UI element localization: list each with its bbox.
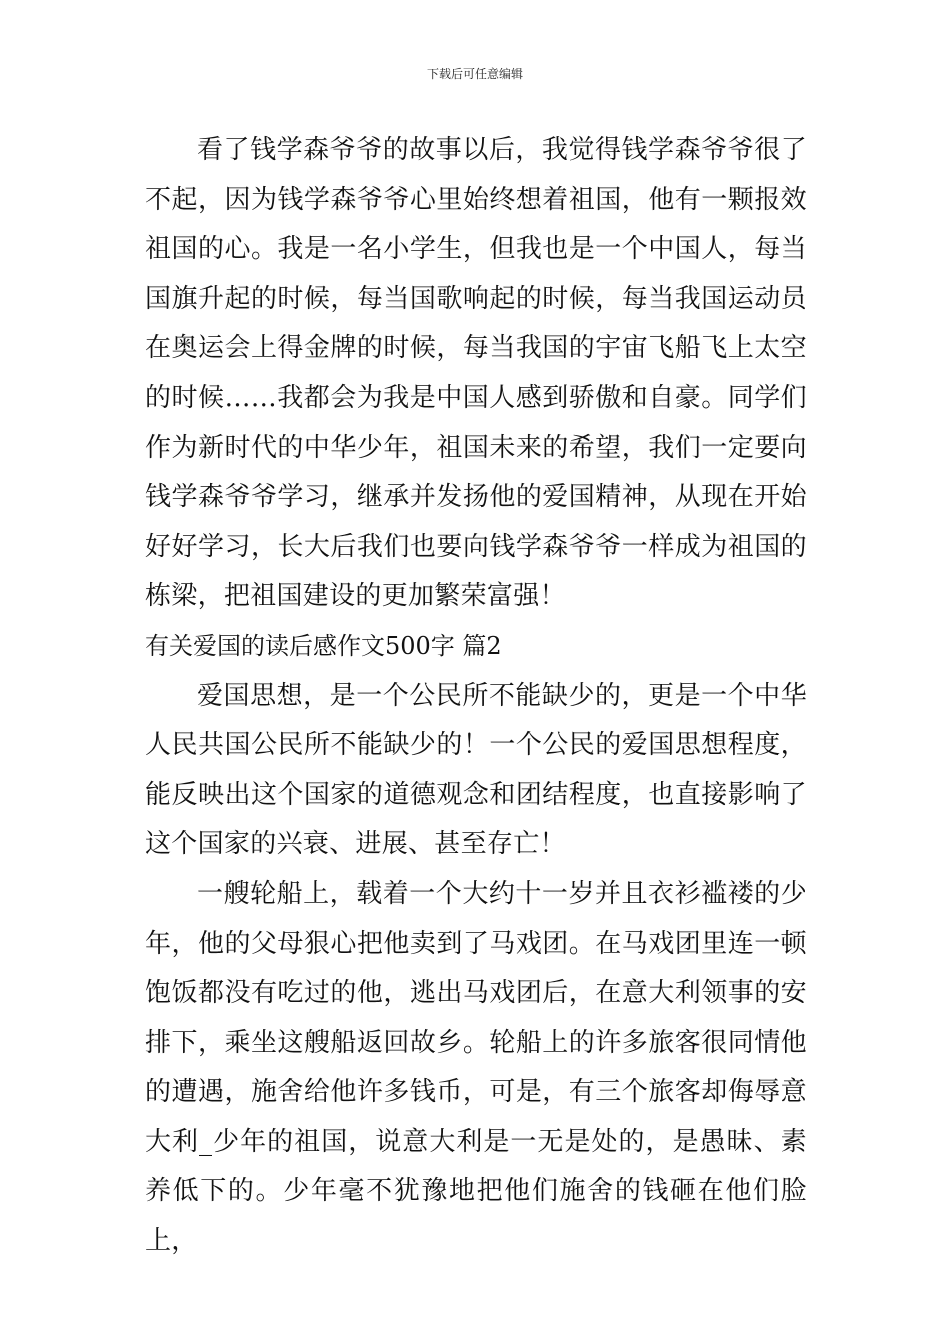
paragraph-3: 一艘轮船上，载着一个大约十一岁并且衣衫褴褛的少年，他的父母狠心把他卖到了马戏团。在马戏团里连一顿饱饭都没有吃过的他，逃出马戏团后，在意大利领事的安排下，乘坐这艘船返回故乡。轮船上的许多旅客很同情他的遭遇，施舍给他许多钱币，可是，有三个旅客却侮辱意大利_少年的祖国，说意大利是一无是处的，是愚昧、素养低下的。少年毫不犹豫地把他们施舍的钱砸在他们脸上， [145, 878, 807, 1257]
section-heading: 有关爱国的读后感作文500字 篇2 [145, 631, 502, 660]
paragraph-1: 看了钱学森爷爷的故事以后，我觉得钱学森爷爷很了不起，因为钱学森爷爷心里始终想着祖国，他有一颗报效祖国的心。我是一名小学生，但我也是一个中国人，每当国旗升起的时候，每当国歌响起的时候，每当我国运动员在奥运会上得金牌的时候，每当我国的宇宙飞船飞上太空的时候……我都会为我是中国人感到骄傲和自豪。同学们作为新时代的中华少年，祖国未来的希望，我们一定要向钱学森爷爷学习，继承并发扬他的爱国精神，从现在开始好好学习，长大后我们也要向钱学森爷爷一样成为祖国的栋梁，把祖国建设的更加繁荣富强！ [145, 135, 807, 612]
paragraph-2: 爱国思想，是一个公民所不能缺少的，更是一个中华人民共国公民所不能缺少的！一个公民的爱国思想程度，能反映出这个国家的道德观念和团结程度，也直接影响了这个国家的兴衰、进展、甚至存亡！ [145, 680, 807, 860]
page-header: 下载后可任意编辑 [426, 67, 523, 81]
document-body [145, 126, 807, 1267]
